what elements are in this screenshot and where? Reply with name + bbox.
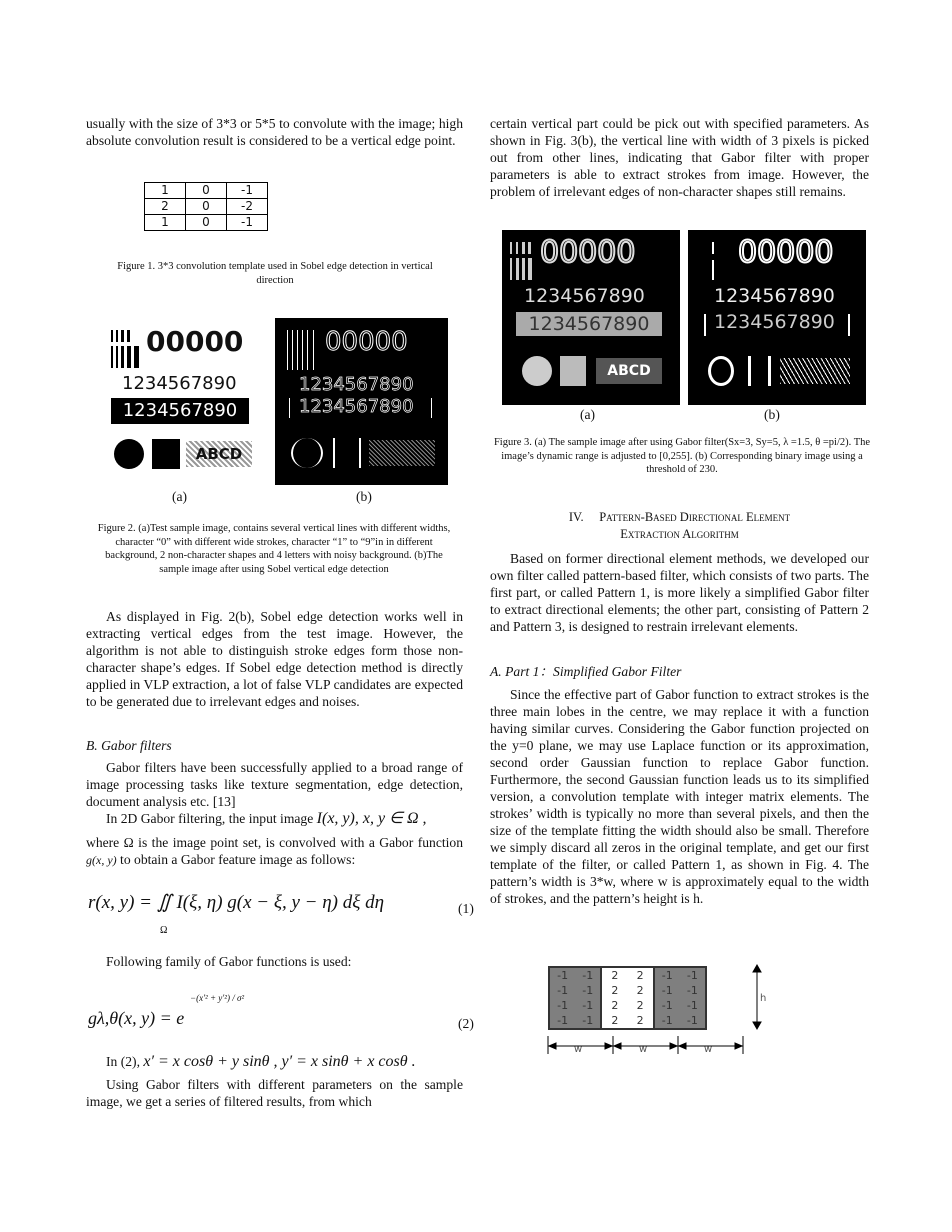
figure-3a-label: (a) xyxy=(580,407,596,422)
cell: -1 xyxy=(661,969,673,982)
cell: -1 xyxy=(582,984,594,997)
cell: -1 xyxy=(557,999,569,1012)
cell: -1 xyxy=(686,984,698,997)
sobel-matrix xyxy=(144,182,268,231)
cell: 2 xyxy=(145,199,186,215)
zeros-sample: 00000 xyxy=(146,325,244,358)
equation-1: r(x, y) = ∬ I(ξ, η) g(x − ξ, y − η) dξ dη xyxy=(88,892,385,913)
cell: 1 xyxy=(145,183,186,199)
cell: 2 xyxy=(636,969,644,982)
digits-sample: 1234567890 xyxy=(122,373,237,394)
digits-dark-gabor: 1234567890 xyxy=(516,312,662,336)
cell: -1 xyxy=(582,969,594,982)
cell: -1 xyxy=(557,1014,569,1027)
cell: -1 xyxy=(661,1014,673,1027)
width-label: w xyxy=(704,1044,713,1055)
cell: -2 xyxy=(227,199,268,215)
cell: -1 xyxy=(686,1014,698,1027)
paragraph xyxy=(86,834,463,869)
zeros-gabor: 00000 xyxy=(540,235,636,270)
text: In 2D Gabor filtering, the input image xyxy=(106,811,317,826)
section-heading-b: B. Gabor filters xyxy=(86,738,172,753)
cell: -1 xyxy=(686,969,698,982)
figure-3a-image xyxy=(502,230,680,405)
cell: 2 xyxy=(636,999,644,1012)
zeros-binary: 00000 xyxy=(738,235,834,270)
cell: 0 xyxy=(186,215,227,231)
intro-paragraph: usually with the size of 3*3 or 5*5 to convolute with the image; high absolute convolution result is considered to be a vertical edge point. xyxy=(86,116,463,148)
cell: -1 xyxy=(686,999,698,1012)
equation-inline: g(x, y) xyxy=(86,853,117,867)
paragraph: Since the effective part of Gabor function to extract strokes is the three main lobes in the centre, we may replace it with a function having similar curves. Considering the Gabor function projected on the y=0 plane, we may use Laplace function or its approximation, second order Gaussian function to replace Gabor function. Furthermore, the second Gaussian function leads us to its simplified version, a convolution template with integer matrix elements. The strokes’ width is typically no more than several pixels, and then the size of the template fitting the width should also be small. Therefore we simply discard all zeros in the original template, and get our first template of the filter, or called Pattern 1, as shown in Fig. 4. The pattern’s width is 3*w, where w is approximately equal to the width of strokes, and the pattern’s height is h. xyxy=(490,687,869,906)
cell: -1 xyxy=(582,999,594,1012)
paragraph: certain vertical part could be pick out with specified parameters. As shown in Fig. 3(b), the vertical line with width of 3 pixels is picked out from other lines, indicating that Gabor filter with proper parameters is able to extract strokes from image. However, the problem of irrelevant edges of non-character shapes still remains. xyxy=(490,116,869,199)
cell: -1 xyxy=(557,969,569,982)
square-shape xyxy=(152,439,180,469)
text: where Ω is the image point set, is convolved with a Gabor function xyxy=(86,835,463,850)
equation-inline: x′ = x cosθ + y sinθ , y′ = x sinθ + x cosθ . xyxy=(143,1053,416,1070)
width-label: w xyxy=(574,1044,583,1055)
equation-2-exponent: −(x′² + y′²) / σ² xyxy=(190,993,245,1003)
figure-3b-label: (b) xyxy=(764,407,780,422)
cell: 0 xyxy=(186,199,227,215)
circle-shape xyxy=(114,439,144,469)
section-number: IV. xyxy=(568,510,584,524)
figure-1-caption: Figure 1. 3*3 convolution template used in Sobel edge detection in vertical direction xyxy=(117,261,433,286)
figure-2-caption: Figure 2. (a)Test sample image, contains several vertical lines with different widths, character “0” with different wide strokes, character “1” to “9”in in different background, 2 non-character shapes and 4 letters with noisy background. (b)The sample image after using Sobel vertical edge detection xyxy=(97,523,451,575)
width-label: w xyxy=(639,1044,648,1055)
cell: 2 xyxy=(611,984,619,997)
cell: 1 xyxy=(145,215,186,231)
figure-3b-image xyxy=(688,230,866,405)
digits-edges: 1234567890 xyxy=(299,374,414,395)
paragraph: Following family of Gabor functions is used: xyxy=(106,954,352,969)
section-title: Pattern-Based Directional Element xyxy=(599,510,791,524)
equation-1-domain: Ω xyxy=(160,925,168,936)
paragraph xyxy=(86,810,463,827)
letters-edges xyxy=(369,440,435,466)
section-heading-iv xyxy=(490,509,869,543)
cell: 2 xyxy=(611,1014,619,1027)
cell: -1 xyxy=(227,215,268,231)
equation-2: gλ,θ(x, y) = e xyxy=(88,1008,185,1028)
cell: -1 xyxy=(661,999,673,1012)
circle-edges xyxy=(291,438,323,468)
figure-2b-label: (b) xyxy=(356,489,372,504)
figure-2b-image xyxy=(275,318,448,485)
figure-2a-label: (a) xyxy=(172,489,188,504)
text: In (2), xyxy=(106,1054,144,1069)
paragraph xyxy=(86,1053,463,1070)
section-heading-a: A. Part 1：Simplified Gabor Filter xyxy=(490,664,682,679)
equation-1-number: (1) xyxy=(458,901,474,916)
letters-gabor: ABCD xyxy=(596,358,662,384)
equation-2-number: (2) xyxy=(458,1016,474,1031)
cell: 2 xyxy=(611,999,619,1012)
text: to obtain a Gabor feature image as follows: xyxy=(116,852,356,867)
paragraph: Using Gabor filters with different parameters on the sample image, we get a series of filtered results, from which xyxy=(86,1077,463,1109)
cell: 2 xyxy=(636,1014,644,1027)
digits-binary: 1234567890 xyxy=(714,285,835,307)
paragraph: As displayed in Fig. 2(b), Sobel edge detection works well in extracting vertical edges from the test image. However, the algorithm is not able to distinguish stroke edges form those non-character shape’s edges. If Sobel edge detection method is directly applied in VLP extraction, a lot of false VLP candidates are expected to be generated due to irrelevant edges and noises. xyxy=(86,609,463,709)
paragraph: Based on former directional element methods, we developed our own filter called pattern-based filter, which consists of two parts. The first part, or called Pattern 1, is more likely a simplified Gabor filter to extract directional elements; the other part, consisting of Pattern 2 and Pattern 3, is designed to restrain irrelevant elements. xyxy=(490,551,869,634)
letters-binary xyxy=(780,358,850,384)
zeros-edges: 00000 xyxy=(325,327,408,357)
digits-gabor: 1234567890 xyxy=(524,285,645,307)
cell: -1 xyxy=(582,1014,594,1027)
digits-dark-edges: 1234567890 xyxy=(299,396,414,417)
circle-gabor xyxy=(522,356,552,386)
letters-noisy-sample: ABCD xyxy=(186,441,252,467)
digits-dark-binary: 1234567890 xyxy=(714,311,835,333)
cell: 2 xyxy=(611,969,619,982)
cell: -1 xyxy=(661,984,673,997)
cell: 0 xyxy=(186,183,227,199)
section-title: Extraction Algorithm xyxy=(620,527,739,541)
cell: -1 xyxy=(227,183,268,199)
paragraph: Gabor filters have been successfully applied to a broad range of image processing tasks like texture segmentation, edge detection, document analysis etc. [13] xyxy=(86,760,463,809)
cell: 2 xyxy=(636,984,644,997)
cell: -1 xyxy=(557,984,569,997)
digits-dark-sample: 1234567890 xyxy=(111,398,249,424)
equation-inline: I(x, y), x, y ∈ Ω , xyxy=(316,810,427,827)
figure-3-caption: Figure 3. (a) The sample image after using Gabor filter(Sx=3, Sy=5, λ =1.5, θ =pi/2). The image’s dynamic range is adjusted to [0,255]. (b) Corresponding binary image using a threshold of 230. xyxy=(493,437,871,475)
circle-binary xyxy=(708,356,734,386)
figure-2a-image xyxy=(108,325,256,475)
height-label: h xyxy=(760,993,767,1004)
square-gabor xyxy=(560,356,586,386)
